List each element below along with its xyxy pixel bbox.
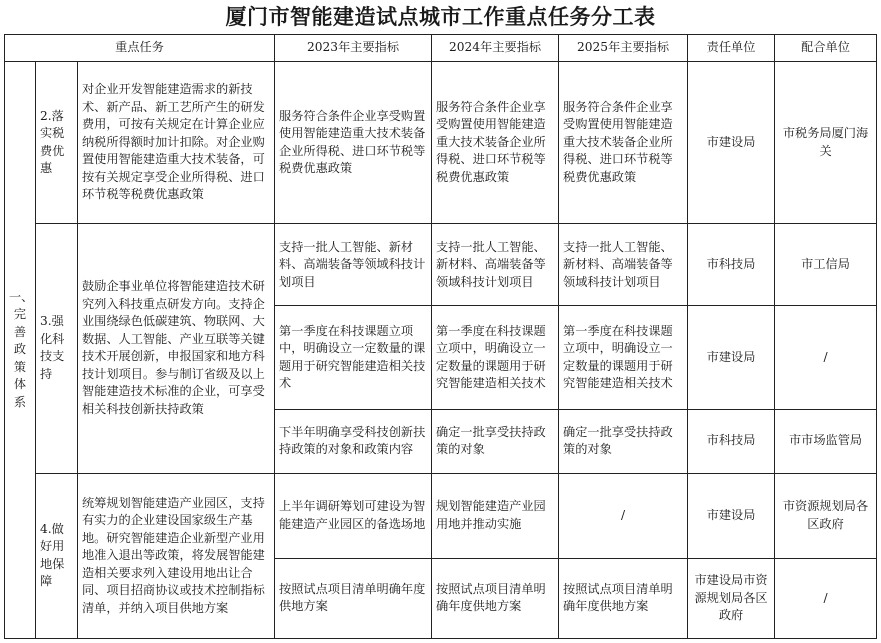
task-label: 2.落实税费优惠	[36, 62, 78, 224]
support-unit: 市工信局	[775, 224, 877, 306]
target-2024: 确定一批享受扶持政策的对象	[432, 409, 559, 473]
task-table	[4, 34, 877, 639]
lead-unit: 市建设局	[688, 473, 775, 558]
header-task: 重点任务	[5, 35, 275, 62]
target-2025: 支持一批人工智能、新材料、高端装备等领域科技计划项目	[559, 224, 688, 306]
target-2025: 服务符合条件企业享受购置使用智能建造重大技术装备企业所得税、进口环节税等税费优惠政策	[559, 62, 688, 224]
header-2023: 2023年主要指标	[275, 35, 432, 62]
support-unit: 市市场监管局	[775, 409, 877, 473]
section-label: 一、完善政策体系	[5, 62, 36, 639]
table-row	[5, 62, 877, 224]
target-2025: 第一季度在科技课题立项中，明确设立一定数量的课题用于研究智能建造相关技术	[559, 306, 688, 409]
task-description: 对企业开发智能建造需求的新技术、新产品、新工艺所产生的研发费用，可按有关规定在计算企业应纳税所得额时加计扣除。对企业购置使用智能建造重大技术装备，可按有关规定享受企业所得税、进口环节税等税费优惠政策	[78, 62, 275, 224]
target-2023: 第一季度在科技课题立项中，明确设立一定数量的课题用于研究智能建造相关技术	[275, 306, 432, 409]
lead-unit: 市科技局	[688, 409, 775, 473]
header-2025: 2025年主要指标	[559, 35, 688, 62]
target-2023: 服务符合条件企业享受购置使用智能建造重大技术装备企业所得税、进口环节税等税费优惠政策	[275, 62, 432, 224]
lead-unit: 市建设局市资源规划局各区政府	[688, 558, 775, 638]
target-2024: 按照试点项目清单明确年度供地方案	[432, 558, 559, 638]
target-2025: /	[559, 473, 688, 558]
support-unit: /	[775, 558, 877, 638]
header-2024: 2024年主要指标	[432, 35, 559, 62]
task-description: 鼓励企事业单位将智能建造技术研究列入科技重点研发方向。支持企业围绕绿色低碳建筑、物联网、大数据、人工智能、产业互联等关键技术开展创新，申报国家和地方科技计划项目。参与制订省级及以上智能建造技术标准的企业，可享受相关科技创新扶持政策	[78, 224, 275, 473]
target-2023: 支持一批人工智能、新材料、高端装备等领域科技计划项目	[275, 224, 432, 306]
lead-unit: 市建设局	[688, 62, 775, 224]
support-unit: /	[775, 306, 877, 409]
target-2024: 支持一批人工智能、新材料、高端装备等领域科技计划项目	[432, 224, 559, 306]
target-2023: 下半年明确享受科技创新扶持政策的对象和政策内容	[275, 409, 432, 473]
task-label: 3.强化科技支持	[36, 224, 78, 473]
target-2023: 上半年调研筹划可建设为智能建造产业园区的备选场地	[275, 473, 432, 558]
header-support-unit: 配合单位	[775, 35, 877, 62]
header-row	[5, 35, 877, 62]
target-2024: 第一季度在科技课题立项中，明确设立一定数量的课题用于研究智能建造相关技术	[432, 306, 559, 409]
target-2024: 规划智能建造产业园用地并推动实施	[432, 473, 559, 558]
target-2025: 按照试点项目清单明确年度供地方案	[559, 558, 688, 638]
support-unit: 市税务局厦门海关	[775, 62, 877, 224]
lead-unit: 市科技局	[688, 224, 775, 306]
target-2025: 确定一批享受扶持政策的对象	[559, 409, 688, 473]
page-title: 厦门市智能建造试点城市工作重点任务分工表	[225, 5, 656, 29]
header-lead-unit: 责任单位	[688, 35, 775, 62]
lead-unit: 市建设局	[688, 306, 775, 409]
table-row	[5, 224, 877, 306]
target-2024: 服务符合条件企业享受购置使用智能建造重大技术装备企业所得税、进口环节税等税费优惠政策	[432, 62, 559, 224]
task-description: 统筹规划智能建造产业园区，支持有实力的企业建设国家级生产基地。研究智能建造企业新型产业用地准入退出等政策，将发展智能建造相关要求列入建设用地出让合同、项目招商协议或技术控制指标清单，并纳入项目供地方案	[78, 473, 275, 638]
support-unit: 市资源规划局各区政府	[775, 473, 877, 558]
target-2023: 按照试点项目清单明确年度供地方案	[275, 558, 432, 638]
task-label: 4.做好用地保障	[36, 473, 78, 638]
table-row	[5, 473, 877, 558]
